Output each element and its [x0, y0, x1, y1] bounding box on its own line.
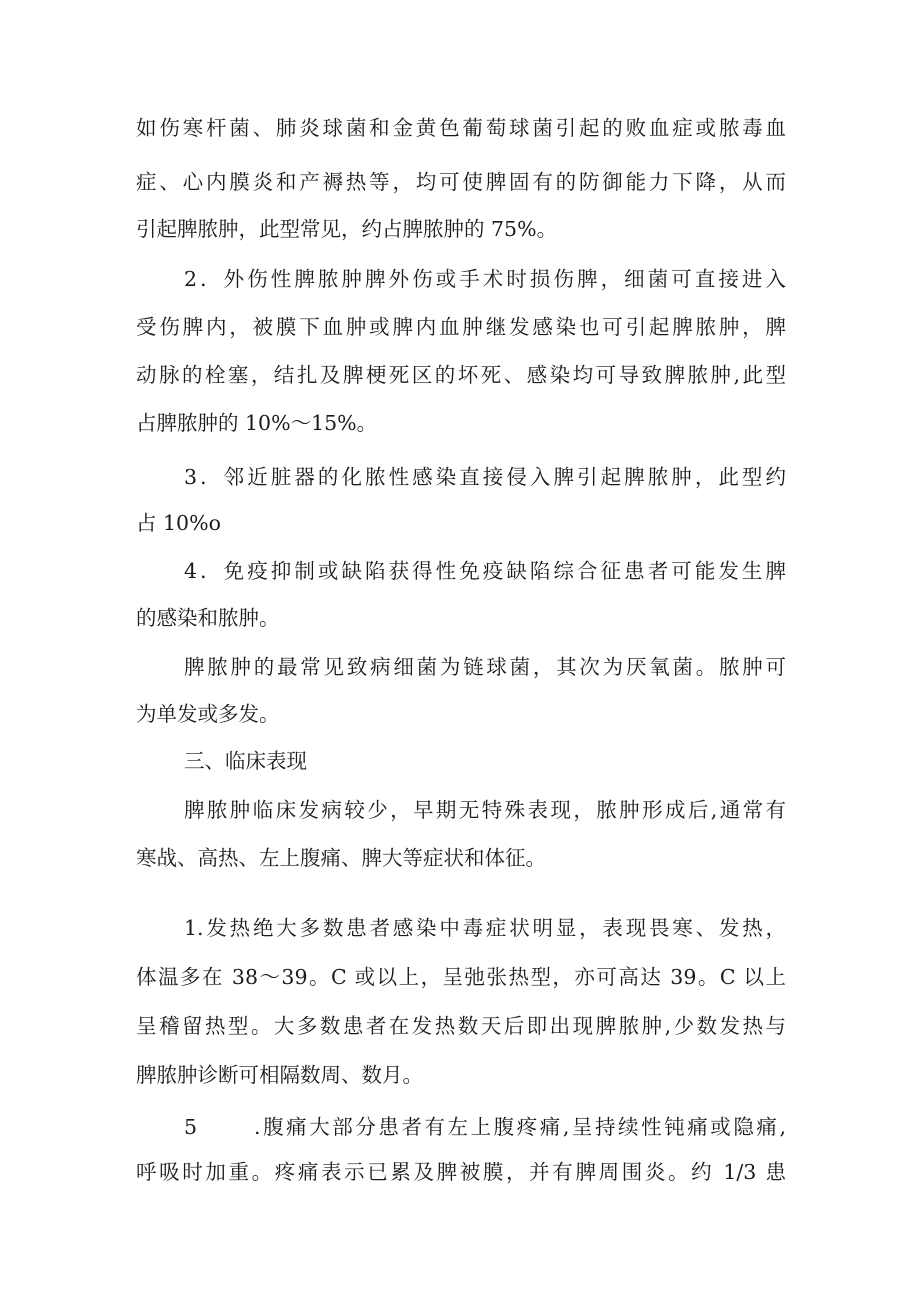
list-item-4-line: 4．免疫抑制或缺陷获得性免疫缺陷综合征患者可能发生脾 [184, 559, 786, 583]
list-item-text: .腹痛大部分患者有左上腹疼痛,呈持续性钝痛或隐痛, [254, 1115, 786, 1139]
paragraph-line: 引起脾脓肿，此型常见，约占脾脓肿的 75%。 [136, 217, 558, 241]
paragraph-line: 寒战、高热、左上腹痛、脾大等症状和体征。 [136, 846, 546, 870]
paragraph-line: 如伤寒杆菌、肺炎球菌和金黄色葡萄球菌引起的败血症或脓毒血 [136, 116, 786, 140]
paragraph-line: 动脉的栓塞，结扎及脾梗死区的坏死、感染均可导致脾脓肿,此型 [136, 363, 786, 387]
paragraph-line: 的感染和脓肿。 [136, 606, 280, 630]
paragraph-line: 体温多在 38～39。C 或以上，呈弛张热型，亦可高达 39。C 以上 [136, 965, 786, 989]
paragraph-line: 呈稽留热型。大多数患者在发热数天后即出现脾脓肿,少数发热与 [136, 1014, 786, 1038]
paragraph-line: 脾脓肿临床发病较少，早期无特殊表现，脓肿形成后,通常有 [184, 798, 786, 822]
paragraph-line: 为单发或多发。 [136, 702, 280, 726]
paragraph-line: 症、心内膜炎和产褥热等，均可使脾固有的防御能力下降，从而 [136, 170, 786, 194]
list-item-2-line: 2．外伤性脾脓肿脾外伤或手术时损伤脾，细菌可直接进入 [184, 267, 786, 291]
section-heading: 三、临床表现 [184, 749, 307, 773]
paragraph-line: 脾脓肿的最常见致病细菌为链球菌，其次为厌氧菌。脓肿可 [184, 655, 786, 679]
list-item-5-line [184, 1112, 786, 1142]
paragraph-line: 占脾脓肿的 10%～15%。 [136, 411, 378, 435]
paragraph-line: 受伤脾内，被膜下血肿或脾内血肿继发感染也可引起脾脓肿，脾 [136, 315, 786, 339]
list-item-3-line: 3．邻近脏器的化脓性感染直接侵入脾引起脾脓肿，此型约 [184, 465, 786, 489]
paragraph-line: 占 10%o [136, 511, 221, 535]
list-item-1-line: 1.发热绝大多数患者感染中毒症状明显，表现畏寒、发热， [184, 916, 786, 940]
paragraph-line: 呼吸时加重。疼痛表示已累及脾被膜，并有脾周围炎。约 1/3 患 [136, 1160, 786, 1184]
list-number: 5 [184, 1115, 198, 1139]
paragraph-line: 脾脓肿诊断可相隔数周、数月。 [136, 1063, 423, 1087]
